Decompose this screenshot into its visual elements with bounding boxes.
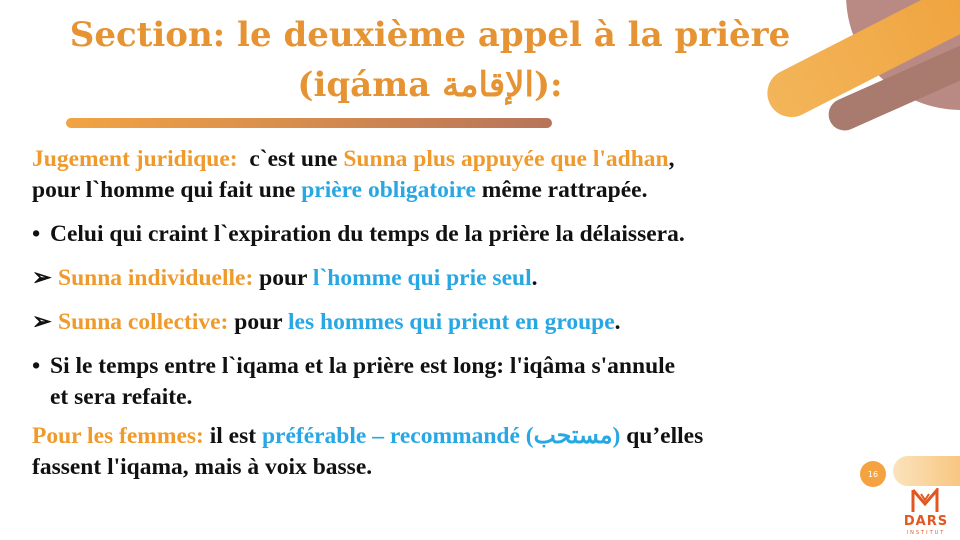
logo-subtitle: INSTITUT [906, 530, 946, 536]
text: pour [253, 265, 313, 291]
title-line-2 [40, 60, 820, 110]
logo-name: DARS [903, 514, 949, 529]
arrow-item-collective [32, 307, 932, 338]
text: , [668, 146, 675, 172]
bullet-text: Celui qui craint l`expiration du temps de la prière la délaissera. [50, 221, 685, 247]
bullet-icon: • [32, 221, 41, 247]
label-femmes: Pour les femmes: [32, 423, 204, 449]
highlight-groupe: les hommes qui prient en groupe [288, 309, 615, 335]
text: . [531, 265, 538, 291]
paragraph-jugement [32, 144, 932, 206]
slide-content [32, 144, 932, 483]
highlight-seul: l`homme qui prie seul [312, 265, 532, 291]
arrow-item-text [58, 263, 932, 294]
text: pour l`homme qui fait une [32, 177, 302, 203]
text: c`est une [237, 146, 344, 172]
text: Si le temps entre l`iqama et la prière est long: l'iqâma s'annule [50, 353, 676, 379]
text: fassent l'iqama, mais à voix basse. [32, 454, 373, 480]
title-arabic: الإقامة [442, 65, 534, 105]
label-jugement: Jugement juridique: [32, 146, 238, 172]
slide-title [40, 10, 820, 110]
page-number-badge: 16 [860, 461, 886, 487]
text: même rattrapée. [475, 177, 648, 203]
title-underline [66, 118, 552, 128]
highlight-recommande: préférable – recommandé (مستحب) [261, 423, 621, 449]
paragraph-femmes [32, 421, 932, 483]
bullet-item-expiration [32, 219, 932, 250]
highlight-sunna: Sunna plus appuyée que l'adhan [343, 146, 669, 172]
arrow-item-individuelle [32, 263, 932, 294]
highlight-priere: prière obligatoire [301, 177, 476, 203]
bullet-icon: • [32, 353, 41, 379]
text: il est [203, 423, 262, 449]
text: pour [228, 309, 289, 335]
arrow-item-text [58, 307, 932, 338]
text: et sera refaite. [50, 384, 193, 410]
title-line-1: Section: le deuxième appel à la prière [69, 15, 791, 55]
title-line-2-post: ): [533, 65, 563, 105]
title-line-2-pre: (iqáma [297, 65, 443, 105]
label-individuelle: Sunna individuelle: [58, 265, 254, 291]
text: qu’elles [620, 423, 704, 449]
decorative-pill [893, 456, 960, 486]
label-collective: Sunna collective: [58, 309, 229, 335]
bullet-item-temps [32, 351, 932, 413]
arrow-bullet-icon: ➢ [32, 309, 52, 335]
text: . [614, 309, 621, 335]
arrow-bullet-icon: ➢ [32, 265, 52, 291]
bullet-text [50, 351, 932, 413]
